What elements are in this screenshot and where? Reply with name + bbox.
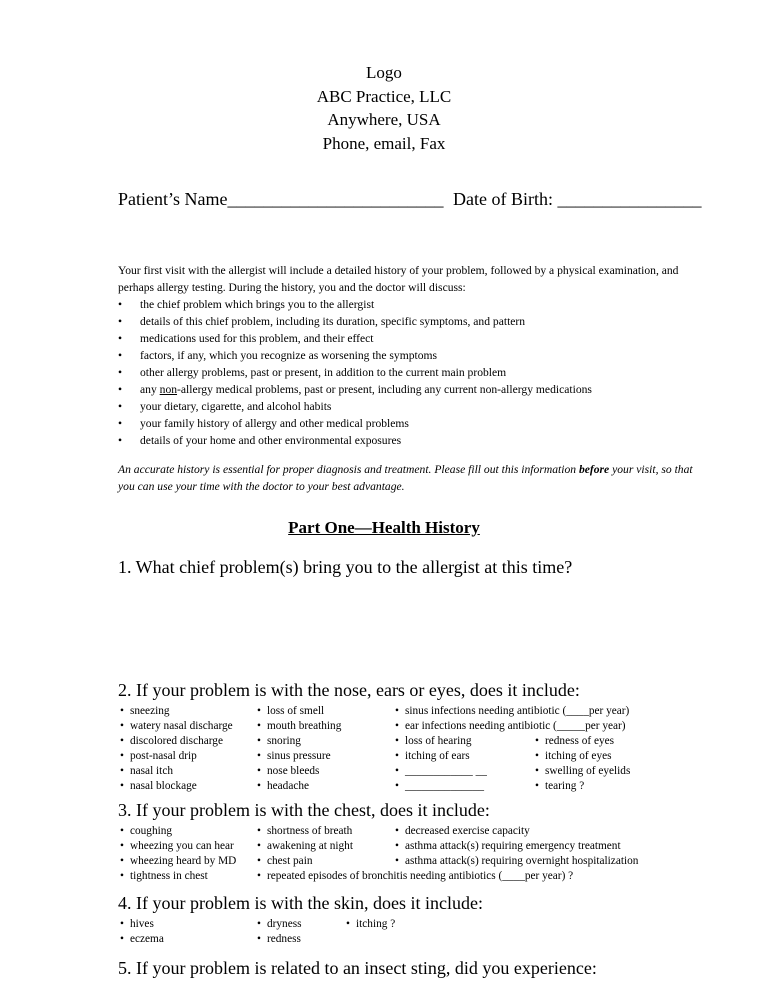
text: non [159,383,178,396]
text: your visit, so that you can use your time with the doctor to your best advantage. [118,463,693,493]
list-item: • details of your home and other environmental exposures [118,432,706,449]
checklist-item[interactable]: • asthma attack(s) requiring emergency treatment [395,839,638,854]
checklist-item[interactable]: • nose bleeds [257,764,341,779]
question-4: 4. If your problem is with the skin, does it include: [118,893,483,913]
checklist-item[interactable]: • loss of smell [257,704,341,719]
logo-placeholder: Logo [366,63,402,82]
list-item: • factors, if any, which you recognize as worsening the symptoms [118,347,706,364]
checklist-item[interactable]: • ear infections needing antibiotic (_____per year) [395,719,629,734]
history-note [118,461,706,495]
checklist-item[interactable]: • swelling of eyelids [535,764,630,779]
checklist-item[interactable]: • chest pain [257,854,573,869]
checklist-item[interactable]: • hives [120,917,164,932]
checklist-item[interactable]: • nasal itch [120,764,233,779]
checklist-item[interactable]: • watery nasal discharge [120,719,233,734]
text: any [140,383,160,396]
letterhead [0,61,768,155]
checklist-item[interactable]: • discolored discharge [120,734,233,749]
checklist-item[interactable]: • shortness of breath [257,824,573,839]
list-item: • your dietary, cigarette, and alcohol habits [118,398,706,415]
practice-contact: Phone, email, Fax [322,133,446,153]
q4-col-2 [257,917,302,947]
list-item: • details of this chief problem, including its duration, specific symptoms, and pattern [118,313,706,330]
checklist-item[interactable]: • awakening at night [257,839,573,854]
question-5: 5. If your problem is related to an insect sting, did you experience: [118,958,597,978]
checklist-item[interactable]: • sinus infections needing antibiotic (____per year) [395,704,629,719]
checklist-item[interactable]: • coughing [120,824,236,839]
section-title: Part One—Health History [288,518,480,537]
question-1: 1. What chief problem(s) bring you to the allergist at this time? [118,557,573,577]
list-item [118,381,706,398]
q3-col-3 [395,824,638,869]
checklist-item[interactable]: • tightness in chest [120,869,236,884]
q4-col-3 [346,917,395,932]
checklist-item[interactable]: • ____________ __ [395,764,629,779]
date-of-birth-field[interactable]: Date of Birth: ________________ [453,189,702,209]
q2-col-4 [535,734,630,794]
discussion-list [118,296,706,449]
q2-col-1 [120,704,233,794]
text: An accurate history is essential for proper diagnosis and treatment. Please fill out this information [118,463,579,476]
checklist-item[interactable]: • eczema [120,932,164,947]
checklist-item[interactable]: • wheezing you can hear [120,839,236,854]
checklist-item[interactable]: • loss of hearing [395,734,629,749]
list-item: • the chief problem which brings you to the allergist [118,296,706,313]
checklist-item[interactable]: • asthma attack(s) requiring overnight hospitalization [395,854,638,869]
text: before [578,463,610,476]
checklist-item[interactable]: • redness of eyes [535,734,630,749]
checklist-item[interactable]: • sinus pressure [257,749,341,764]
checklist-item[interactable]: • mouth breathing [257,719,341,734]
checklist-item[interactable]: • sneezing [120,704,233,719]
list-item: • other allergy problems, past or present, in addition to the current main problem [118,364,706,381]
question-2: 2. If your problem is with the nose, ears or eyes, does it include: [118,680,580,700]
checklist-item[interactable]: • itching of ears [395,749,629,764]
intro-text: Your first visit with the allergist will include a detailed history of your problem, followed by a physical examination, and perhaps allergy testing. During the history, you and the doctor will discuss: [118,264,679,294]
checklist-item[interactable]: • redness [257,932,302,947]
checklist-item[interactable]: • tearing ? [535,779,630,794]
q3-col-1 [120,824,236,884]
checklist-item[interactable]: • repeated episodes of bronchitis needing antibiotics (____per year) ? [257,869,573,884]
checklist-item[interactable]: • wheezing heard by MD [120,854,236,869]
checklist-item[interactable]: • itching of eyes [535,749,630,764]
q4-col-1 [120,917,164,947]
list-item: • medications used for this problem, and their effect [118,330,706,347]
checklist-item[interactable]: • decreased exercise capacity [395,824,638,839]
checklist-item[interactable]: • headache [257,779,341,794]
practice-location: Anywhere, USA [327,110,441,129]
intro-section [118,262,706,495]
patient-name-field[interactable]: Patient’s Name________________________ [118,189,444,209]
q2-col-2 [257,704,341,794]
list-item: • your family history of allergy and other medical problems [118,415,706,432]
checklist-item[interactable]: • nasal blockage [120,779,233,794]
checklist-item[interactable]: • ______________ [395,779,629,794]
checklist-item[interactable]: • itching ? [346,917,395,932]
checklist-item[interactable]: • snoring [257,734,341,749]
checklist-item[interactable]: • post-nasal drip [120,749,233,764]
checklist-item[interactable]: • dryness [257,917,302,932]
practice-name: ABC Practice, LLC [316,86,452,106]
text: -allergy medical problems, past or present, including any current non-allergy medications [177,383,592,396]
question-3: 3. If your problem is with the chest, does it include: [118,800,490,820]
